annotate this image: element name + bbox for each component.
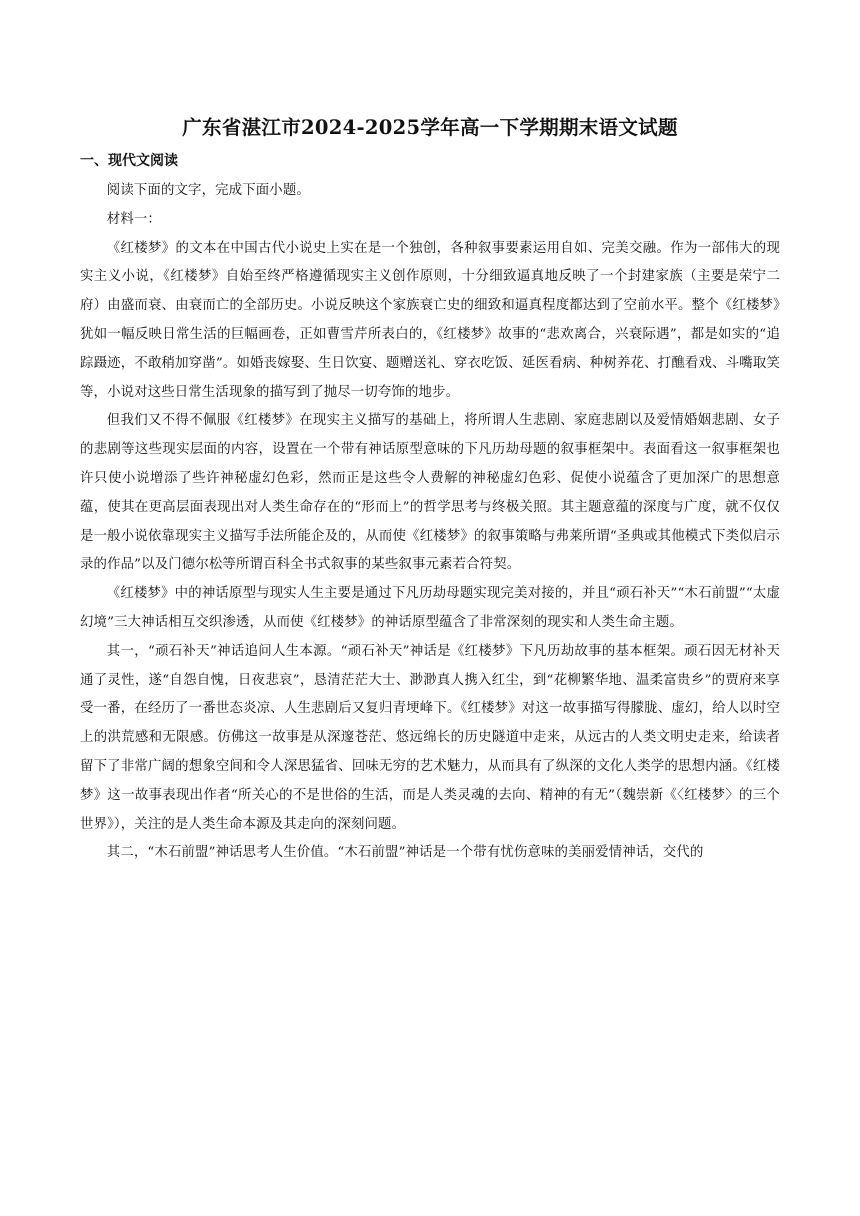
section-heading: 一、现代文阅读 (80, 153, 178, 169)
body-paragraph: 其二，“木石前盟”神话思考人生价值。“木石前盟”神话是一个带有忧伤意味的美丽爱情神话，交代的 (106, 845, 704, 861)
instruction-paragraph: 阅读下面的文字，完成下面小题。 (106, 183, 310, 198)
material-label: 材料一： (106, 211, 161, 227)
body-paragraph: 其一，“顽石补天”神话追问人生本源。“顽石补天”神话是《红楼梦》下凡历劫故事的基本框架。顽石因无材补天通了灵性，遂“自怨自愧，日夜悲哀”，恳清茫茫大士、渺渺真人携入红尘，到“花柳繁华地、温柔富贵乡”的贾府来享受一番，在经历了一番世态炎凉、人生悲剧后又复归青埂峰下。《红楼梦》对这一故事描写得朦胧、虚幻，给人以时空上的洪荒感和无限感。仿佛这一故事是从深邃苍茫、悠远绵长的历史隧道中走来，从远古的人类文明史走来，给读者留下了非常广阔的想象空间和令人深思猛省、回味无穷的艺术魅力，从而具有了纵深的文化人类学的思想内涵。《红楼梦》这一故事表现出作者“所关心的不是世俗的生活，而是人类灵魂的去向、精神的有无”（魏崇新《〈红楼梦〉的三个世界》），关注的是人类生命本源及其走向的深刻问题。 (80, 643, 780, 832)
body-paragraph: 但我们又不得不佩服《红楼梦》在现实主义描写的基础上，将所谓人生悲剧、家庭悲剧以及爱情婚姻悲剧、女子的悲剧等这些现实层面的内容，设置在一个带有神话原型意味的下凡历劫母题的叙事框架中。表面看这一叙事框架也许只使小说增添了些许神秘虚幻色彩，然而正是这些令人费解的神秘虚幻色彩、促使小说蕴含了更加深广的思想意蕴，使其在更高层面表现出对人类生命存在的“形而上”的哲学思考与终极关照。其主题意蕴的深度与广度，就不仅仅是一般小说依靠现实主义描写手法所能企及的，从而使《红楼梦》的叙事策略与弗莱所谓“圣典或其他模式下类似启示录的作品”以及门德尔松等所谓百科全书式叙事的某些叙事元素若合符契。 (80, 413, 780, 573)
body-paragraph: 《红楼梦》的文本在中国古代小说史上实在是一个独创，各种叙事要素运用自如、完美交融。作为一部伟大的现实主义小说，《红楼梦》自始至终严格遵循现实主义创作原则，十分细致逼真地反映了一个封建家族（主要是荣宁二府）由盛而衰、由衰而亡的全部历史。小说反映这个家族衰亡史的细致和逼真程度都达到了空前水平。整个《红楼梦》犹如一幅反映日常生活的巨幅画卷，正如曹雪芹所表白的，《红楼梦》故事的“悲欢离合，兴衰际遇”，都是如实的“追踪蹑迹，不敢稍加穿凿”。如婚丧嫁娶、生日饮宴、题赠送礼、穿衣吃饭、延医看病、种树养花、打醮看戏、斗嘴取笑等，小说对这些日常生活现象的描写到了抛尽一切夸饰的地步。 (80, 240, 780, 400)
page-title: 广东省湛江市2024-2025学年高一下学期期末语文试题 (182, 116, 678, 139)
body-paragraph: 《红楼梦》中的神话原型与现实人生主要是通过下凡历劫母题实现完美对接的，并且“顽石补天”“木石前盟”“太虚幻境”三大神话相互交织渗透，从而使《红楼梦》的神话原型蕴含了非常深刻的现实和人类生命主题。 (80, 586, 780, 630)
document-body (80, 177, 780, 868)
